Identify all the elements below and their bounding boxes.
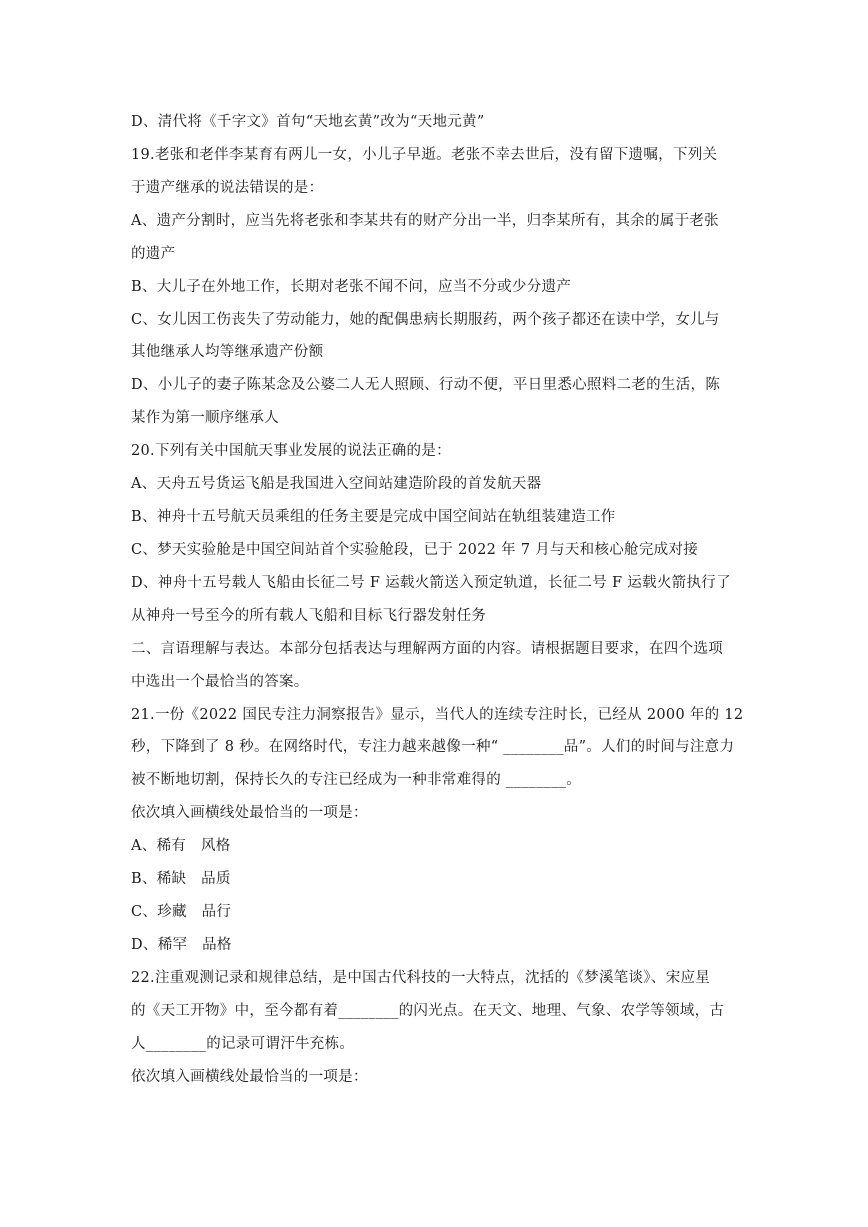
text-line: 秒，下降到了 8 秒。在网络时代，专注力越来越像一种“ ________品”。人们的时间与注意力 [131, 739, 735, 755]
option-d: D、稀罕 品格 [131, 937, 232, 953]
option-b: B、大儿子在外地工作，长期对老张不闻不问，应当不分或少分遗产 [131, 279, 572, 295]
text-line: 中选出一个最恰当的答案。 [131, 674, 309, 690]
question-prompt: 依次填入画横线处最恰当的一项是： [131, 1069, 368, 1085]
text-line: 于遗产继承的说法错误的是： [131, 180, 324, 196]
option-c: C、梦天实验舱是中国空间站首个实验舱段，已于 2022 年 7 月与天和核心舱完成对接 [131, 542, 699, 558]
text-line: 其他继承人均等继承遗产份额 [131, 344, 324, 360]
option-b: B、神舟十五号航天员乘组的任务主要是完成中国空间站在轨组装建造工作 [131, 509, 616, 525]
text-line: 的《天工开物》中，至今都有着________的闪光点。在天文、地理、气象、农学等领域，古 [131, 1003, 725, 1019]
question-19-stem: 19.老张和老伴李某育有两儿一女，小儿子早逝。老张不幸去世后，没有留下遗嘱，下列关 [131, 147, 718, 163]
question-22-stem: 22.注重观测记录和规律总结，是中国古代科技的一大特点，沈括的《梦溪笔谈》、宋应星 [131, 970, 711, 986]
section-heading: 二、言语理解与表达。本部分包括表达与理解两方面的内容。请根据题目要求，在四个选项 [131, 641, 723, 657]
option-a: A、天舟五号货运飞船是我国进入空间站建造阶段的首发航天器 [131, 476, 542, 492]
question-21-stem: 21.一份《2022 国民专注力洞察报告》显示，当代人的连续专注时长，已经从 2000 年的 12 [131, 707, 744, 723]
text-line: 某作为第一顺序继承人 [131, 410, 279, 426]
option-a: A、遗产分割时，应当先将老张和李某共有的财产分出一半，归李某所有，其余的属于老张 [131, 213, 719, 229]
text-line: D、清代将《千字文》首句“天地玄黄”改为“天地元黄” [131, 114, 485, 130]
question-prompt: 依次填入画横线处最恰当的一项是： [131, 805, 368, 821]
option-b: B、稀缺 品质 [131, 871, 231, 887]
text-line: 被不断地切割，保持长久的专注已经成为一种非常难得的 ________。 [131, 772, 582, 788]
option-d: D、神舟十五号载人飞船由长征二号 F 运载火箭送入预定轨道，长征二号 F 运载火箭执行了 [131, 575, 731, 591]
option-c: C、珍藏 品行 [131, 904, 232, 920]
text-line: 的遗产 [131, 246, 176, 262]
text-line: 从神舟一号至今的所有载人飞船和目标飞行器发射任务 [131, 608, 487, 624]
option-c: C、女儿因工伤丧失了劳动能力，她的配偶患病长期服药，两个孩子都还在读中学，女儿与 [131, 312, 720, 328]
option-d: D、小儿子的妻子陈某念及公婆二人无人照顾、行动不便，平日里悉心照料二老的生活，陈 [131, 377, 721, 393]
text-line: 人________的记录可谓汗牛充栋。 [131, 1036, 355, 1052]
question-20-stem: 20.下列有关中国航天事业发展的说法正确的是： [131, 443, 451, 459]
option-a: A、稀有 风格 [131, 838, 231, 854]
